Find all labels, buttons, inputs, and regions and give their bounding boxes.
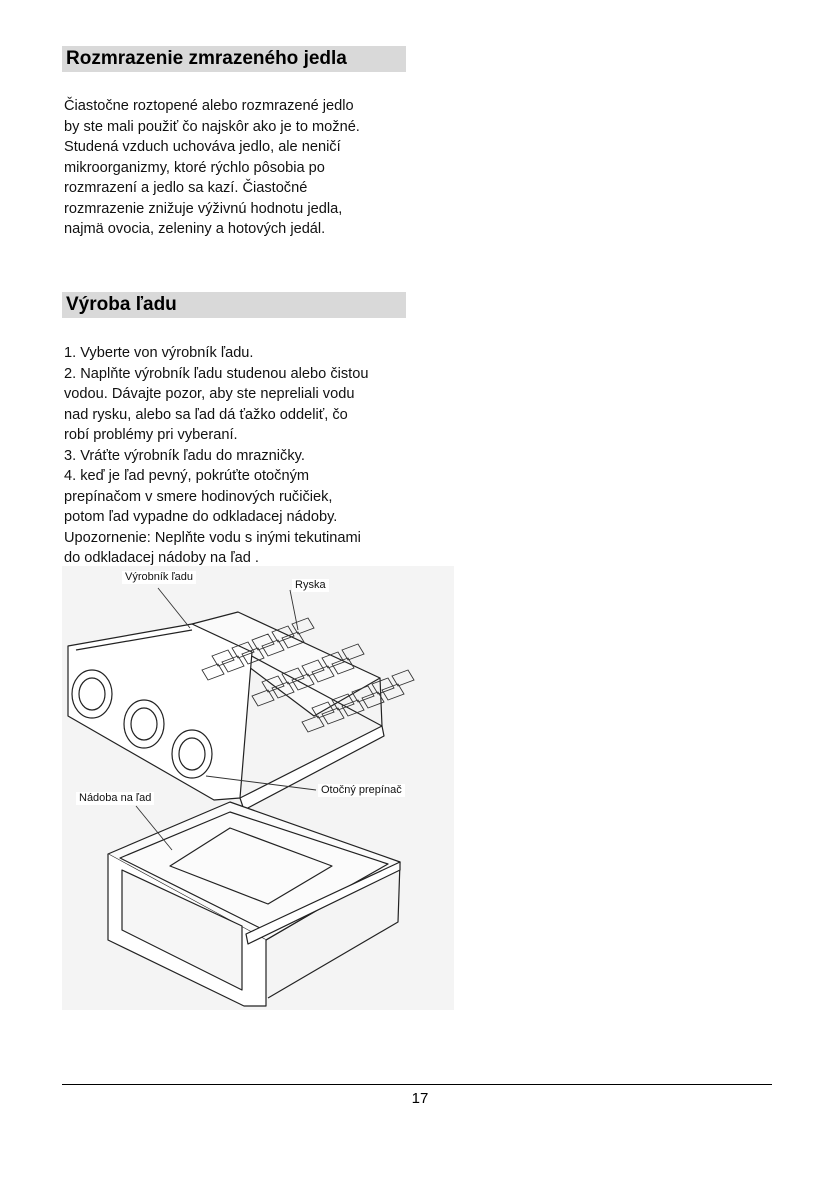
- paragraph-line: rozmrazenie znižuje výživnú hodnotu jedla,: [64, 200, 343, 217]
- ice-cube-cell: [252, 690, 274, 706]
- paragraph-line: 4. keď je ľad pevný, pokrúťte otočným: [64, 468, 310, 484]
- paragraph-line: rozmrazení a jedlo sa kazí. Čiastočné: [64, 180, 308, 196]
- paragraph-line: 1. Vyberte von výrobník ľadu.: [64, 345, 254, 361]
- paragraph-line: Upozornenie: Neplňte vodu s inými tekutinami: [64, 529, 361, 546]
- paragraph-line: by ste mali použiť čo najskôr ako je to možné.: [64, 118, 360, 135]
- paragraph-line: 2. Naplňte výrobník ľadu studenou alebo čistou: [64, 365, 369, 382]
- ice-cube-cell: [302, 716, 324, 732]
- paragraph-line: mikroorganizmy, ktoré rýchlo pôsobia po: [64, 159, 325, 176]
- paragraph-line: robí problémy pri vyberaní.: [64, 427, 238, 443]
- ice-cube-cell: [392, 670, 414, 686]
- label-mark: Ryska: [292, 579, 329, 592]
- paragraph-line: potom ľad vypadne do odkladacej nádoby.: [64, 509, 338, 525]
- ice-making-paragraph: [64, 343, 414, 569]
- paragraph-line: Studená vzduch uchováva jedlo, ale neničí: [64, 139, 341, 155]
- ice-cube-cell: [292, 618, 314, 634]
- ice-maker-illustration: [62, 566, 454, 1010]
- defrosting-paragraph: [64, 96, 414, 240]
- label-container: Nádoba na ľad: [76, 792, 154, 805]
- paragraph-line: vodou. Dávajte pozor, aby ste nepreliali vodu: [64, 386, 355, 402]
- label-ice-maker: Výrobník ľadu: [122, 571, 196, 584]
- paragraph-line: 3. Vráťte výrobník ľadu do mrazničky.: [64, 447, 305, 464]
- paragraph-line: najmä ovocia, zeleniny a hotových jedál.: [64, 221, 326, 237]
- section-heading-ice-making: Výroba ľadu: [62, 292, 406, 318]
- ice-cube-cell: [342, 644, 364, 660]
- paragraph-line: nad rysku, alebo sa ľad dá ťažko oddeliť, čo: [64, 406, 348, 423]
- paragraph-line: prepínačom v smere hodinových ručičiek,: [64, 488, 333, 505]
- paragraph-line: Čiastočne roztopené alebo rozmrazené jedlo: [64, 98, 354, 114]
- footer-rule: [62, 1084, 772, 1085]
- paragraph-line: do odkladacej nádoby na ľad .: [64, 550, 259, 566]
- page-number: 17: [411, 1090, 429, 1107]
- section-heading-defrosting: Rozmrazenie zmrazeného jedla: [62, 46, 406, 72]
- label-knob: Otočný prepínač: [318, 784, 405, 797]
